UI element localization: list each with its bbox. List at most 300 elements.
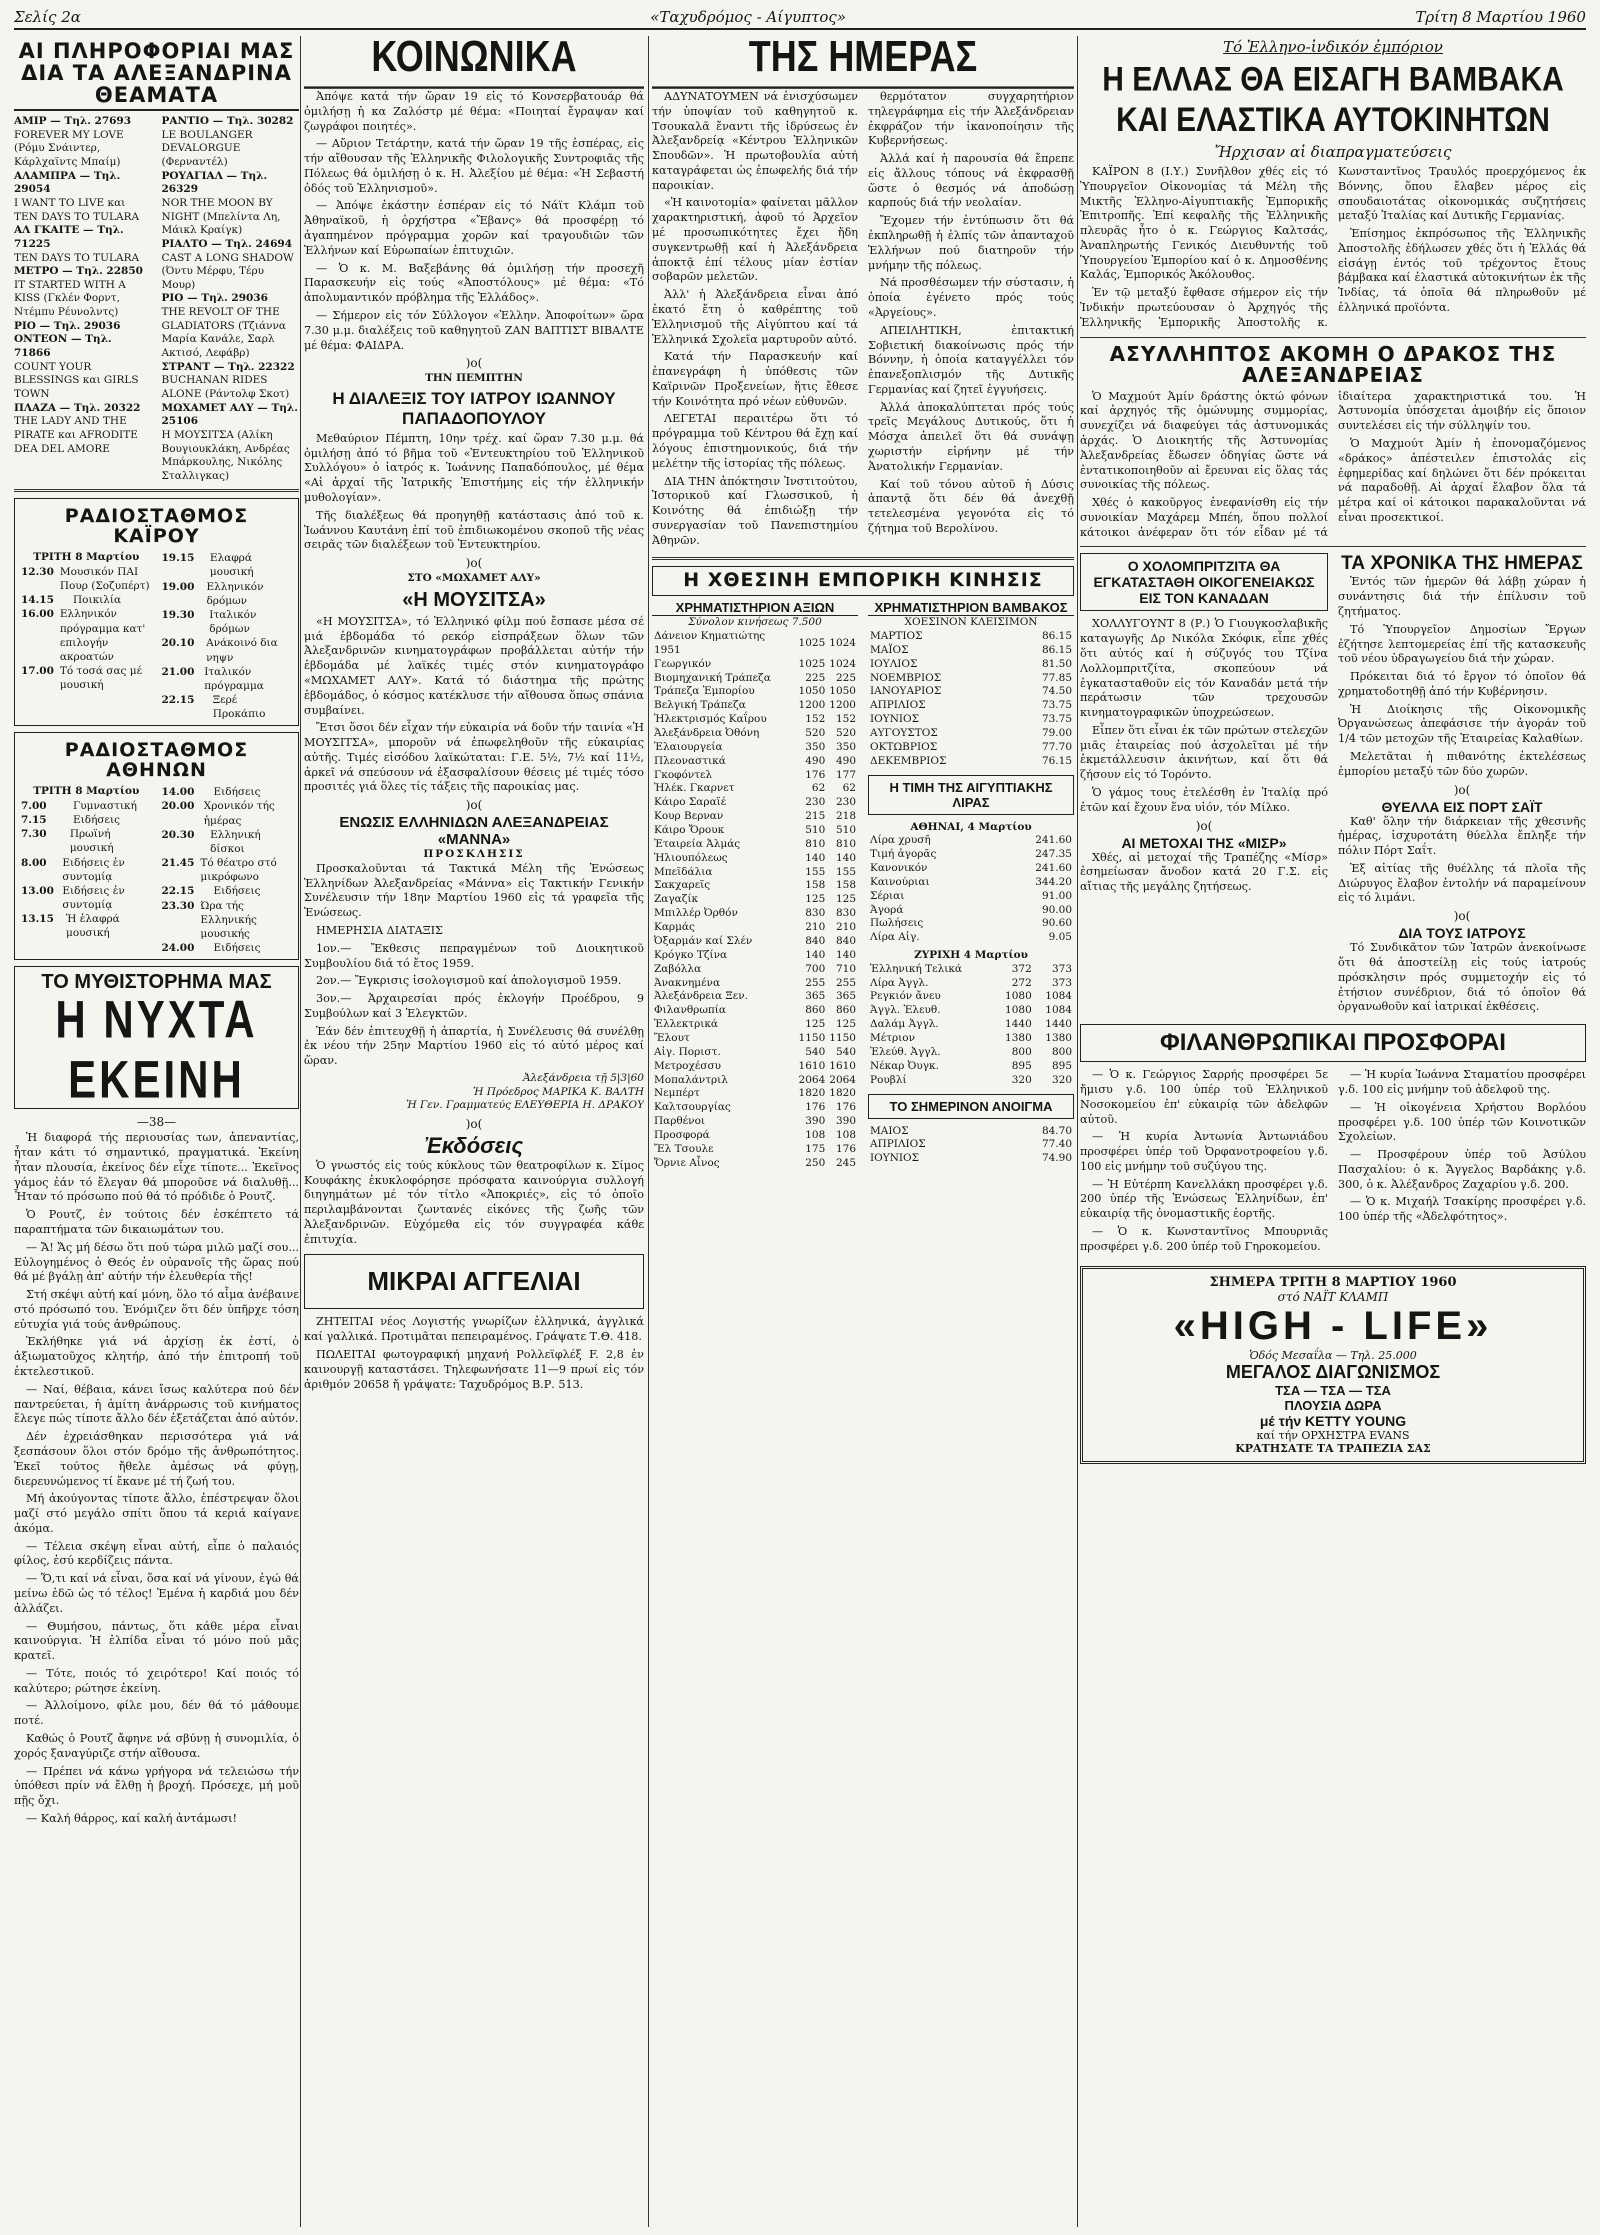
table-row <box>652 866 858 880</box>
cinema-listing: ΡΙΟ — Τηλ. 29036 <box>161 292 268 305</box>
table-value: 800 <box>1011 1045 1032 1058</box>
day-paragraph: Κατά τήν Παρασκευήν καί ἐπανεγράφη ἡ ὑπόθεσις τῶν Καϊρινῶν Προξενείων, ἥτις ἔθεσε τήν Κοινότητα πρό νέων εὐθυνῶν. <box>652 350 858 408</box>
table-label: Προσφορά <box>654 1128 710 1141</box>
table-label: ΟΚΤΩΒΡΙΟΣ <box>870 740 938 753</box>
radio-time: 20.10 <box>161 637 195 650</box>
day-news-right <box>868 90 1074 551</box>
pound-table <box>868 834 1074 945</box>
radio-cairo-day: ΤΡΙΤΗ 8 Μαρτίου <box>33 551 140 564</box>
ornament: )o( <box>465 1116 483 1131</box>
table-value: 373 <box>1051 976 1072 989</box>
table-value: 175 <box>805 1142 826 1155</box>
table-value: 79.00 <box>1041 727 1072 740</box>
radio-row <box>21 827 152 855</box>
ad-brand: «HIGH - LIFE» <box>1173 1303 1493 1348</box>
radio-time: 19.15 <box>161 552 195 565</box>
table-label: ΑΠΡΙΛΙΟΣ <box>870 1138 926 1151</box>
table-value: 520 <box>805 727 826 740</box>
table-row <box>868 931 1074 945</box>
table-label: Λίρα Ἀγγλ. <box>870 976 929 989</box>
radio-row <box>162 856 293 884</box>
table-value: 1150 <box>798 1031 826 1044</box>
radio-time: 19.30 <box>161 609 195 621</box>
classified-ad: ΠΩΛΕΙΤΑΙ φωτογραφική μηχανή Ρολλεϊφλέξ F. 2,8 ἐν καινουργῇ καταστάσει. Τηλεφωνήσατε 11—9 πρωί εἰς τόν ἀριθμόν 20658 ἤ γράψατε: Ταχυδρόμος Β.Ρ. 513. <box>304 1348 644 1391</box>
table-label: Ἡλέκ. Γκαρνετ <box>654 782 735 795</box>
radio-time: 22.15 <box>161 885 195 898</box>
table-label: ΑΥΓΟΥΣΤΟΣ <box>870 727 938 740</box>
cinema-listing: ΑΜΙΡ — Τηλ. 27693 <box>14 115 132 128</box>
table-label: Καλτσουργίας <box>654 1101 731 1114</box>
table-row <box>868 904 1074 918</box>
table-value: 215 <box>805 810 826 823</box>
table-label: Ρουβλί <box>870 1073 907 1086</box>
table-value: 177 <box>835 768 856 781</box>
radio-row <box>162 551 293 579</box>
asylum-paragraph: Ὁ Μαχμούτ Ἀμίν δράστης ὀκτώ φόνων καί ἀρχηγός τῆς ὁμώνυμης συμμορίας, συνεχίζει νά διαφεύγει τάς ἀστυνομικάς ἀρχάς. Ὁ Διοικητής τῆς Ἀστυνομίας Ἀλεξανδρείας ἔδωσεν ὁδηγίας ὥστε νά ἐντατικοποιηθοῦν αἱ ἔρευναι εἰς ὅλας τάς συνοικίας τῆς πόλεως. <box>1080 389 1328 492</box>
union-paragraph: ΗΜΕΡΗΣΙΑ ΔΙΑΤΑΞΙΣ <box>316 923 443 937</box>
cinema-listing: NOR THE MOON BY NIGHT (Μπελίντα Λη, Μάικλ Κραίγκ) <box>161 196 281 237</box>
table-label: Ἐταιρεία Ἀλμάς <box>654 837 741 850</box>
table-row <box>868 977 1074 991</box>
stocks-block <box>652 600 858 1170</box>
table-label: Σέριαι <box>870 889 905 902</box>
radio-program: Ανάκοινό δια νηψν <box>206 637 278 664</box>
table-row <box>868 963 1074 977</box>
table-label: Γεωργικόν <box>654 657 712 670</box>
table-value: 2064 <box>829 1073 856 1086</box>
table-row <box>868 848 1074 862</box>
cinema-listing: ΑΛ ΓΚΑΙΤΕ — Τηλ. 71225 <box>14 224 124 250</box>
ad-venue: στό ΝΑΪΤ ΚΛΑΜΠ <box>1277 1289 1389 1304</box>
radio-program: Τό τοσά σας μέ μουσική <box>59 665 143 692</box>
classified-ads <box>304 1315 644 1392</box>
cinema-listings <box>14 115 299 483</box>
table-row <box>652 907 858 921</box>
serial-paragraph: — Ὅ,τι καί νά εἶναι, ὅσα καί νά γίνουν, ἐγώ θά μείνω ἐδῶ ὡς τό τέλος! Ἐμένα ἡ καρδιά μου δέν ἀλλάζει. <box>14 1572 299 1615</box>
main-paragraph: Ἐν τῷ μεταξύ ἔφθασε σήμερον εἰς τήν Ἰνδικήν πρωτεύουσαν ὁ Ἀρχηγός τῆς Ἑλληνικῆς Ἐμπορικῆς Ἀποστολῆς κ. Κωνσταντῖνος Τραυλός προερχόμενος ἐκ Βόννης, ὅπου ἔλαβεν μέρος εἰς σπουδαιοτάτας οἰκονομικάς συζητήσεις μεταξύ Ἰταλίας καί Δυτικῆς Γερμανίας. <box>1080 165 1586 329</box>
serial-paragraph: — Τότε, ποιός τό χειρότερο! Καί ποιός τό καλύτερο; ρώτησε ἐκείνη. <box>14 1666 299 1695</box>
table-label: Ἀλεξάνδρεια Ξεν. <box>654 990 748 1003</box>
table-value: 86.15 <box>1041 630 1072 643</box>
table-value: 1050 <box>829 685 856 698</box>
table-row <box>652 713 858 727</box>
main-headline: Η ΕΛΛΑΣ ΘΑ ΕΙΣΑΓΗ ΒΑΜΒΑΚΑ ΚΑΙ ΕΛΑΣΤΙΚΑ ΑΥΤΟΚΙΝΗΤΩΝ <box>1102 60 1564 139</box>
classified-title: ΜΙΚΡΑΙ ΑΓΓΕΛΙΑΙ <box>367 1265 581 1296</box>
table-label: Φιλανθρωπία <box>654 1004 727 1017</box>
table-row <box>652 810 858 824</box>
table-value: 158 <box>835 879 856 892</box>
table-value: 1200 <box>829 699 856 712</box>
musitsa-paragraph: Ἔτσι ὅσοι δέν εἶχαν τήν εὐκαιρία νά δοῦν τήν ταινία «Ἡ ΜΟΥΣΙΤΣΑ», μποροῦν νά ἐπωφεληθοῦν τῆς εὐκαιρίας αὐτῆς. Τιμές εἰσόδου λαϊκώταται: Γ.Ε. 5½, 7½ καί 11½, ἀρκεῖ νά σπεύσουν νά ἐξασφαλίσουν θέσεις μέ τιμές τόσο προσιτές γιά ὅλες τίς τάξεις τῆς παροικίας μας. <box>304 721 644 794</box>
table-label: Ἑλληνική Τελικά <box>870 962 962 975</box>
radio-time: 20.30 <box>161 828 195 841</box>
storm-title: ΘΥΕΛΛΑ ΕΙΣ ΠΟΡΤ ΣΑΪΤ <box>1381 798 1543 815</box>
table-value: 176 <box>835 1101 856 1114</box>
table-value: 73.75 <box>1041 713 1072 726</box>
table-value: 152 <box>835 713 856 726</box>
ad-orchestra: καί τήν ΟΡΧΗΣΤΡΑ EVANS <box>1256 1428 1410 1442</box>
table-value: 76.15 <box>1041 754 1072 767</box>
lecture-paragraph: Τῆς διαλέξεως θά προηγηθῇ κατάστασις ἀπό τοῦ κ. Ἰωάννου Καυτάνη ἐπί τοῦ ἐπιδιωκομένου σκοποῦ τῆς νέας σειρᾶς τῶν διαλέξεων τοῦ Ἐντευκτηρίου. <box>304 508 644 552</box>
table-value: 255 <box>835 976 856 989</box>
table-value: 365 <box>835 990 856 1003</box>
cotton-title: ΧΡΗΜΑΤΙΣΤΗΡΙΟΝ ΒΑΜΒΑΚΟΣ <box>868 600 1074 616</box>
table-label: Ὀξαρμάν καί Σλέν <box>654 934 753 947</box>
table-row <box>652 824 858 838</box>
ad-contest: ΜΕΓΑΛΟΣ ΔΙΑΓΩΝΙΣΜΟΣ <box>1225 1361 1441 1382</box>
table-value: 840 <box>805 934 826 947</box>
table-row <box>652 1115 858 1129</box>
table-value: 540 <box>805 1045 826 1058</box>
holol-box <box>1080 553 1328 611</box>
table-row <box>868 834 1074 848</box>
editions-text: Ὁ γνωστός εἰς τούς κύκλους τῶν θεατροφίλων κ. Σίμος Κουφάκης ἐκυκλοφόρησε πρόσφατα καινούργια συλλογή διηγημάτων μέ τόν τίτλο «Ἀποκριές», εἰς τό ὁποῖο περιλαμβάνονται ζωντανές εἰκόνες τῆς ζωῆς τῶν Ἀλεξανδρινῶν. Εὐχόμεθα εἰς τόν συγγραφέα κάθε ἐπιτυχία. <box>304 1158 644 1246</box>
table-value: 1150 <box>829 1031 856 1044</box>
table-value: 830 <box>805 907 826 920</box>
table-label: ΙΟΥΝΙΟΣ <box>870 1152 920 1165</box>
radio-program: Ειδήσεις ἐν συντομίᾳ <box>62 884 125 912</box>
cinema-listing: ΜΕΤΡΟ — Τηλ. 22850 <box>14 265 143 278</box>
table-value: 90.00 <box>1041 903 1072 916</box>
chron-title: ΤΑ ΧΡΟΝΙΚΑ ΤΗΣ ΗΜΕΡΑΣ <box>1341 553 1583 575</box>
column-rule <box>300 36 301 2227</box>
ad-date: ΣΗΜΕΡΑ ΤΡΙΤΗ 8 ΜΑΡΤΙΟΥ 1960 <box>1209 1274 1457 1290</box>
serial-paragraph: Ἐκλήθηκε γιά νά ἀρχίσῃ ἐκ ἐστί, ὁ ἀξιωματοῦχος κλητήρ, ἀπό τήν ἐπιτροπή τοῦ ἐκτελεστικοῦ. <box>14 1335 299 1379</box>
cinema-listing: THE REVOLT OF THE GLADIATORS (Τζιάννα Μαρία Κανάλε, Σαρλ Ακτισό, Λεφάβρ) <box>161 306 286 360</box>
table-label: ΜΑΪΟΣ <box>870 643 909 656</box>
table-row <box>652 1087 858 1101</box>
table-label: Ἔλουτ <box>654 1031 690 1044</box>
table-value: 350 <box>805 740 826 753</box>
column-rule <box>1077 36 1078 2227</box>
radio-row <box>162 636 293 664</box>
table-value: 77.40 <box>1041 1138 1072 1151</box>
table-label: Δαλάμ Ἀγγλ. <box>870 1018 939 1031</box>
ornament: )o( <box>1453 909 1471 924</box>
table-label: Μέτριον <box>870 1032 915 1045</box>
radio-row <box>21 912 152 940</box>
radio-row <box>21 799 152 813</box>
cinema-listing: BUCHANAN RIDES ALONE (Ράντολφ Σκοτ) <box>161 374 290 400</box>
table-value: 255 <box>805 976 826 989</box>
misr-text: Χθές, αἱ μετοχαί τῆς Τραπέζης «Μίσρ» ἐσημείωσαν ἄνοδον κατά 20 Γ.Σ. εἰς αἴτιας τῆς μεγάλης ζητήσεως. <box>1080 850 1328 894</box>
table-value: 155 <box>835 865 856 878</box>
signature-line: Ἡ Πρόεδρος ΜΑΡΙΚΑ Κ. ΒΑΛΤΗ <box>473 1085 644 1098</box>
table-value: 1050 <box>798 685 826 698</box>
table-value: 1025 <box>798 636 826 649</box>
table-label: Ἀγγλ. Ἐλευθ. <box>870 1004 941 1017</box>
table-value: 74.90 <box>1041 1152 1072 1165</box>
table-label: ΔΕΚΕΜΒΡΙΟΣ <box>870 754 947 767</box>
radio-program: Ελληνικόν πρόγραμμα κατ' επιλογήν ακροατών <box>59 608 146 663</box>
table-row <box>652 921 858 935</box>
table-row <box>868 755 1074 769</box>
day-paragraph: Ἀλλά καί ἡ παρουσία θά ἔπρεπε εἰς ἄλλους τόπους νά ἐκφρασθῇ ὥστε ὁ θεσμός νά ἀποδώσῃ καρπούς διά τήν νεολαίαν. <box>868 152 1074 210</box>
table-row <box>868 890 1074 904</box>
table-label: Γκοφόντελ <box>654 768 713 781</box>
table-row <box>652 879 858 893</box>
table-label: ΙΟΥΝΙΟΣ <box>870 713 920 726</box>
table-value: 800 <box>1051 1045 1072 1058</box>
union-paragraph: Προσκαλοῦνται τά Τακτικά Μέλη τῆς Ἑνώσεως Ἑλληνίδων Ἀλεξανδρείας «Μάννα» εἰς Τακτικήν Γενικήν Συνέλευσιν τήν 18ην Μαρτίου 1960 εἰς τά γραφεῖα τῆς Ἑνώσεως. <box>304 861 644 920</box>
donation-entry: — Ἡ κυρία Ἰωάννα Σταματίου προσφέρει γ.δ. 100 εἰς μνήμην τοῦ ἀδελφοῦ της. <box>1338 1068 1586 1096</box>
radio-row <box>21 856 152 884</box>
radio-program: Τό θέατρο στό μικρόφωνο <box>200 857 277 884</box>
table-value: 86.15 <box>1041 643 1072 656</box>
table-row <box>652 769 858 783</box>
radio-program: Ιταλικόν πρόγραμμα <box>204 665 264 692</box>
social-paragraph: — Ἀπόψε ἐκάστην ἑσπέραν εἰς τό Νάϊτ Κλάμπ τοῦ Ἀθηναϊκοῦ, ἡ ὁρχήστρα «Ἔβανς» θά προσφέρῃ τό ἀγαπημένον πρόγραμμα χορῶν καί τραγουδιῶν τῶν Ἑλλήνων καί Εὐρωπαίων ἐπιτυχιῶν. <box>304 199 644 257</box>
radio-time: 12.30 <box>21 565 54 578</box>
table-row <box>652 1157 858 1171</box>
radio-time: 17.00 <box>21 665 54 678</box>
doctors-title: ΔΙΑ ΤΟΥΣ ΙΑΤΡΟΥΣ <box>1398 925 1526 942</box>
day-paragraph: ΑΔΥΝΑΤΟΥΜΕΝ νά ἐνισχύσωμεν τήν ὑποψίαν τοῦ καθηγητοῦ κ. Τσουκαλᾶ ἔναντι τῆς ἱδρύσεως ἐν Ἀλεξανδρείᾳ «Κέντρου Ἑλληνικῶν Σπουδῶν». Ἡ πρωτοβουλία αὐτή καταγράφεται ὡς ἐπωφελής διά τήν παροικίαν. <box>652 90 858 192</box>
table-label: ΑΠΡΙΛΙΟΣ <box>870 699 926 712</box>
cinema-listing: FOREVER MY LOVE (Ρόμυ Σνάιντερ, Κάρλχαϊντς Μπαίμ) <box>14 128 124 169</box>
cinema-listing: ΡΟΥΑΓΙΑΛ — Τηλ. 26329 <box>161 169 268 196</box>
table-row <box>652 1060 858 1074</box>
column-2 <box>304 36 644 2227</box>
table-value: 241.60 <box>1035 834 1072 847</box>
day-title: ΤΗΣ ΗΜΕΡΑΣ <box>652 36 1074 89</box>
table-value: 390 <box>805 1115 826 1128</box>
divider <box>14 489 299 492</box>
radio-athens-left <box>21 799 152 941</box>
holol-paragraph: ΧΟΛΛΥΓΟΥΝΤ 8 (Ρ.) Ὁ Γιουγκοσλαβικῆς καταγωγῆς Δρ Νικόλα Σκόφικ, εἶπε χθές ὅτι αὐτός καί ἡ σύζυγός του Τζίνα Λολλομπριτζίτα, σκοπεύουν νά ἐγκατασταθοῦν εἰς τόν Καναδάν μετά τήν περάτωσιν τῶν τρεχουσῶν κινηματογραφικῶν ὑποχρεώσεων. <box>1080 617 1328 720</box>
table-value: 700 <box>805 962 826 975</box>
table-value: 320 <box>1011 1073 1032 1086</box>
stocks-table <box>652 630 858 1171</box>
opening-table <box>868 1125 1074 1167</box>
table-value: 77.70 <box>1041 740 1072 753</box>
serial-paragraph: Ὁ Ρουτζ, ἐν τούτοις δέν ἐσκέπτετο τά παραπτήματα τῶν δικαιωμάτων του. <box>14 1208 299 1236</box>
serial-kicker: ΤΟ ΜΥΘΙΣΤΟΡΗΜΑ ΜΑΣ <box>41 971 272 994</box>
table-row <box>652 782 858 796</box>
ornament: )o( <box>1453 782 1471 797</box>
radio-program: Πρωϊνή μουσική <box>69 828 114 855</box>
table-value: 125 <box>835 1018 856 1031</box>
table-row <box>652 685 858 699</box>
cinema-listing: Η ΜΟΥΣΙΤΣΑ (Αλίκη Βουγιουκλάκη, Ανδρέας Μπάρκουλης, Νικόλης Σταλλιγκας) <box>161 428 290 482</box>
phil-right <box>1338 1068 1586 1257</box>
table-value: 1610 <box>798 1059 826 1072</box>
radio-time: 21.45 <box>161 857 195 870</box>
serial-paragraph: — Ἄ! Ἄς μή δέσω ὅτι πού τώρα μιλῶ μαζί σου... Εὐλογημένος ὁ Θεός ἐν οὐρανοῖς τῆς ὥρας πού θά μέ βγάλῃ ἀπ' αὐτήν τήν ἐλευθερία τῆς! <box>14 1240 299 1284</box>
radio-program: Χρονικόν τής ἡμέρας <box>203 800 275 827</box>
lower-left <box>1080 553 1328 1018</box>
misr-title: ΑΙ ΜΕΤΟΧΑΙ ΤΗΣ «ΜΙΣΡ» <box>1121 834 1287 851</box>
serial-paragraph: — Τέλεια σκέψη εἶναι αὐτή, εἶπε ὁ παλαιός φίλος, ἐσύ κερδίζεις πάντα. <box>14 1539 299 1568</box>
musitsa-venue: ΣΤΟ «ΜΩΧΑΜΕΤ ΑΛΥ» <box>407 572 541 585</box>
table-value: 1820 <box>829 1087 856 1100</box>
radio-time: 16.00 <box>21 608 54 621</box>
table-value: 155 <box>805 865 826 878</box>
table-row <box>868 685 1074 699</box>
donation-entry: — Προσφέρουν ὑπέρ τοῦ Ἀσύλου Πασχαλίου: ὁ κ. Ἄγγελος Βαρδάκης γ.δ. 300, ὁ κ. Ἀλέξανδρος Ζαχαρίου γ.δ. 200. <box>1338 1148 1586 1191</box>
table-label: ΜΑΙΟΣ <box>870 1124 909 1137</box>
table-value: 250 <box>805 1156 826 1169</box>
table-value: 520 <box>835 727 856 740</box>
table-value: 1024 <box>829 636 856 649</box>
day-paragraph: Ἀλλ' ἡ Ἀλεξάνδρεια εἶναι ἀπό ἑκατό ἔτη ὁ καθρέπτης τοῦ Ἑλληνισμοῦ τῆς Αἰγύπτου καί τά Ἑλληνικά Σχολεῖα μαρτυροῦν αὐτό. <box>652 288 858 346</box>
storm-article <box>1338 815 1586 907</box>
table-label: Ἀγορά <box>870 903 904 916</box>
table-value: 1440 <box>1005 1018 1032 1031</box>
table-value: 1024 <box>829 657 856 670</box>
high-life-ad <box>1080 1266 1586 1464</box>
main-paragraph: ΚΑΪΡΟΝ 8 (Ι.Υ.) Συνῆλθον χθές εἰς τό Ὑπουργεῖον Οἰκονομίας τά Μέλη τῆς Μικτῆς Ἑλληνο-Αἰγυπτιακῆς Ἐμπορικῆς Ἐπιτροπῆς. Ἐπί κεφαλῆς τῆς Ἑλληνικῆς πλευρᾶς ἦτο ὁ κ. Γεώργιος Καλτσάς, Ἀναπληρωτής Γενικός Διευθυντής τοῦ Ὑπουργείου Ἐμπορίου καί ὁ κ. Δημοσθένης Καλάς, Ἐμπορικός Ἀκόλουθος. <box>1080 165 1328 282</box>
radio-row <box>162 693 293 721</box>
radio-time: 14.00 <box>161 786 195 799</box>
table-row <box>868 1032 1074 1046</box>
table-row <box>652 990 858 1004</box>
table-value: 320 <box>1051 1073 1072 1086</box>
lecture-date: ΤΗΝ ΠΕΜΠΤΗΝ <box>425 372 523 385</box>
table-value: 1380 <box>1005 1032 1032 1045</box>
holol-paragraph: Εἶπεν ὅτι εἶναι ἐκ τῶν πρώτων στελεχῶν μιᾶς ἑταιρείας πού ἀσχολεῖται μέ τήν ἐκμετάλλευσιν ἀκινήτων, καί ὅτι θά ζήσουν εἰς τό Τορόντο. <box>1080 723 1328 782</box>
table-row <box>652 727 858 741</box>
radio-program: Ελληνικόν δρόμων <box>206 580 264 607</box>
serial-title: Η ΝΥΧΤΑ ΕΚΕΙΝΗ <box>55 990 258 1110</box>
table-value: 140 <box>835 851 856 864</box>
table-value: 108 <box>805 1128 826 1141</box>
radio-row <box>162 899 293 942</box>
day-paragraph: Νά προσθέσωμεν τήν σύστασιν, ἡ ὁποία ἐγένετο πρός τούς «Ἀργείους». <box>868 276 1074 319</box>
table-row <box>868 658 1074 672</box>
radio-time: 8.00 <box>21 856 47 869</box>
musitsa-paragraph: «Η ΜΟΥΣΙΤΣΑ», τό Ἑλληνικό φίλμ πού ἔσπασε μέσα σέ μιά ἑβδομάδα τό ρεκόρ εἰσπράξεων ὅλων τῶν Ἀλεξανδρινῶν κινηματογράφων προβάλλεται αὐτήν τήν ἑβδομάδα μέ λαϊκές τιμές στόν κινηματογράφο «ΜΩΧΑΜΕΤ ΑΛΥ». Κατά τό διάστημα τῆς πρώτης ἑβδομάδος, ὁ κόσμος κατέκλυσε τήν αἴθουσα ὅπως σπάνια συμβαίνει. <box>304 614 644 717</box>
cotton-table <box>868 630 1074 769</box>
serial-header <box>14 966 299 1109</box>
table-value: 1025 <box>798 657 826 670</box>
table-label: Σακχαρεῖς <box>654 879 711 892</box>
radio-program: Ειδήσεις <box>213 885 261 898</box>
pound-title: Η ΤΙΜΗ ΤΗΣ ΑΙΓΥΠΤΙΑΚΗΣ ΛΙΡΑΣ <box>889 779 1053 810</box>
ad-address: Ὁδός Μεσαΐλα — Τηλ. 25.000 <box>1249 1348 1417 1362</box>
radio-time: 7.00 <box>21 799 47 812</box>
radio-time: 20.00 <box>161 800 195 813</box>
chron-paragraph: Μελετᾶται ἡ πιθανότης ἐκτελέσεως ἐμπορίου μεταξύ τῶν δύο χωρῶν. <box>1338 750 1586 778</box>
table-row <box>652 699 858 713</box>
ornament: )o( <box>465 798 483 813</box>
table-label: Πλεοναστικά <box>654 754 726 767</box>
radio-row <box>162 884 293 898</box>
column-rule <box>648 36 649 2227</box>
day-paragraph: ΛΕΓΕΤΑΙ περαιτέρω ὅτι τό πρόγραμμα τοῦ Κέντρου θά ἔχῃ καί λόγους ἐπιστημονικούς, διά τήν μελέτην τῆς ἱστορίας τῆς πόλεως. <box>652 412 858 470</box>
union-sub: ΠΡΟΣΚΛΗΣΙΣ <box>423 848 525 861</box>
social-paragraph: Ἀπόψε κατά τήν ὥραν 19 εἰς τό Κονσερβατουάρ θά ὁμιλήσῃ ἡ κα Ζαλόστρ μέ θέμα: «Ποιηταί ἔγραψαν καί ζωγράφοι ποιητές». <box>304 90 644 133</box>
table-value: 710 <box>835 962 856 975</box>
table-row <box>652 977 858 991</box>
column-4 <box>1080 36 1586 2227</box>
social-news <box>304 90 644 353</box>
table-label: Βιομηχανική Τράπεζα <box>654 671 771 684</box>
divider <box>652 557 1074 560</box>
table-label: Ἐλαιουργεία <box>654 740 723 753</box>
radio-row <box>21 593 152 607</box>
table-label: Καρμάς <box>654 921 695 934</box>
cinema-listing: COUNT YOUR BLESSINGS και GIRLS TOWN <box>14 360 139 400</box>
table-value: 810 <box>835 837 856 850</box>
radio-athens-schedule <box>21 785 292 955</box>
table-label: Βελγική Τράπεζα <box>654 699 746 712</box>
serial-number: —38— <box>136 1115 177 1130</box>
table-value: 1200 <box>798 699 826 712</box>
table-row <box>868 1152 1074 1166</box>
table-label: Κρόγκο Τζίνα <box>654 948 728 961</box>
classified-box <box>304 1254 644 1310</box>
day-paragraph: ΑΠΕΙΛΗΤΙΚΗ, ἐπιτακτική Σοβιετική διακοίνωσις πρός τήν Βόννην, ἡ ὁποία καταγγέλλει τόν ἐπανεξοπλισμόν τῆς Δυτικῆς Γερμανίας καί ζητεῖ ἐγγυήσεις. <box>868 323 1074 396</box>
table-row <box>652 1143 858 1157</box>
radio-row <box>162 665 293 693</box>
table-value: 1084 <box>1045 990 1072 1003</box>
table-label: Ἀνακνημένα <box>654 976 721 989</box>
radio-row <box>21 813 152 827</box>
ornament: )o( <box>1195 818 1213 833</box>
table-label: Μετροχέσσυ <box>654 1059 722 1072</box>
musitsa-title: «Η ΜΟΥΣΙΤΣΑ» <box>402 588 546 611</box>
table-value: 176 <box>805 768 826 781</box>
table-value: 152 <box>805 713 826 726</box>
main-subhead: Ἤρχισαν αἱ διαπραγματεύσεις <box>1214 143 1452 161</box>
cinema-listing: IT STARTED WITH A KISS (Γκλέν Φορντ, Ντέμπυ Ρέυνολντς) <box>14 278 126 319</box>
table-row <box>652 1032 858 1046</box>
table-row <box>868 713 1074 727</box>
radio-row <box>162 828 293 856</box>
table-row <box>652 796 858 810</box>
lower-columns <box>1080 553 1586 1018</box>
radio-program: Μουσικόν ΠΑΙ Πουρ (Σοζυπέρτ) <box>59 565 150 593</box>
chron-paragraph: Ἡ Διοίκησις τῆς Οἰκονομικῆς Ὀργανώσεως ἀπεφάσισε τήν ἀγοράν τοῦ 1/4 τῶν μετοχῶν τῆς Ἑταιρείας Καλαθίων. <box>1338 702 1586 746</box>
table-value: 490 <box>805 754 826 767</box>
serial-paragraph: Δέν ἐχρειάσθηκαν περισσότερα γιά νά ξεσπάσουν ὅλοι στόν δρόμο τῆς ἀνθρωπότητος. Ἐκεῖ τούτος ἤθελε ἀμέσως νά φύγῃ, διερευνώμενος τί ἔκανε μέ τή ζωή του. <box>14 1430 299 1488</box>
table-label: Παρθένοι <box>654 1115 706 1128</box>
table-row <box>652 741 858 755</box>
radio-time: 13.15 <box>21 913 54 926</box>
table-label: Πωλήσεις <box>870 917 924 930</box>
table-label: Λίρα χρυσῆ <box>870 834 931 847</box>
donation-entry: — Ἡ κυρία Ἀντωνία Ἀντωνιάδου προσφέρει ὑπέρ τοῦ Ὀρφανοτροφείου γ.δ. 100 εἰς μνήμην τοῦ συζύγου της. <box>1080 1130 1328 1173</box>
serial-paragraph: — Πρέπει νά κάνω γρήγορα νά τελειώσω τήν ὑπόθεσι πρίν νά ἔλθῃ ἡ βροχή. Πρόσεχε, μή μοῦ πῇς ὄχι. <box>14 1764 299 1808</box>
table-value: 230 <box>805 796 826 809</box>
gold-title: ΖΥΡΙΧΗ 4 Μαρτίου <box>914 949 1028 962</box>
table-value: 510 <box>835 824 856 837</box>
table-label: Μοπαλάντριλ <box>654 1073 728 1086</box>
table-row <box>652 755 858 769</box>
stocks-title: ΧΡΗΜΑΤΙΣΤΗΡΙΟΝ ΑΞΙΩΝ <box>652 600 858 616</box>
chron-article <box>1338 575 1586 779</box>
table-label: Ἀλεξάνδρεια Ὀθόνη <box>654 727 760 740</box>
table-value: 158 <box>805 879 826 892</box>
table-row <box>868 727 1074 741</box>
table-row <box>652 893 858 907</box>
classified-ad: ΖΗΤΕΙΤΑΙ νέος Λογιστής γνωρίζων ἑλληνικά, ἀγγλικά καί γαλλικά. Προτιμᾶται πεπειραμένος. Γράψατε Τ.Θ. 418. <box>304 1315 644 1344</box>
radio-program: Ειδήσεις ἐν συντομίᾳ <box>62 856 125 883</box>
day-paragraph: ΔΙΑ ΤΗΝ ἀπόκτησιν Ἰνστιτούτου, Ἱστορικοῦ καί Γλωσσικοῦ, ἡ Κοινότης θά ἐπιδιώξῃ τήν συνεργασίαν τοῦ Πανεπιστημίου Ἀθηνῶν. <box>652 474 858 547</box>
table-row <box>652 1129 858 1143</box>
radio-cairo-schedule <box>21 551 292 721</box>
phil-lists <box>1080 1068 1586 1257</box>
table-row <box>652 852 858 866</box>
table-row <box>868 1004 1074 1018</box>
signature-line: Ἡ Γεν. Γραμματεύς ΕΛΕΥΘΕΡΙΑ Η. ΔΡΑΚΟΥ <box>406 1099 644 1112</box>
union-paragraph: 1ον.— Ἔκθεσις πεπραγμένων τοῦ Διοικητικοῦ Συμβουλίου διά τό ἔτος 1959. <box>304 941 644 970</box>
radio-row <box>21 664 152 692</box>
radio-athens-day: ΤΡΙΤΗ 8 Μαρτίου <box>33 785 140 798</box>
table-row <box>868 1138 1074 1152</box>
pound-sub: ΑΘΗΝΑΙ, 4 Μαρτίου <box>910 820 1032 833</box>
